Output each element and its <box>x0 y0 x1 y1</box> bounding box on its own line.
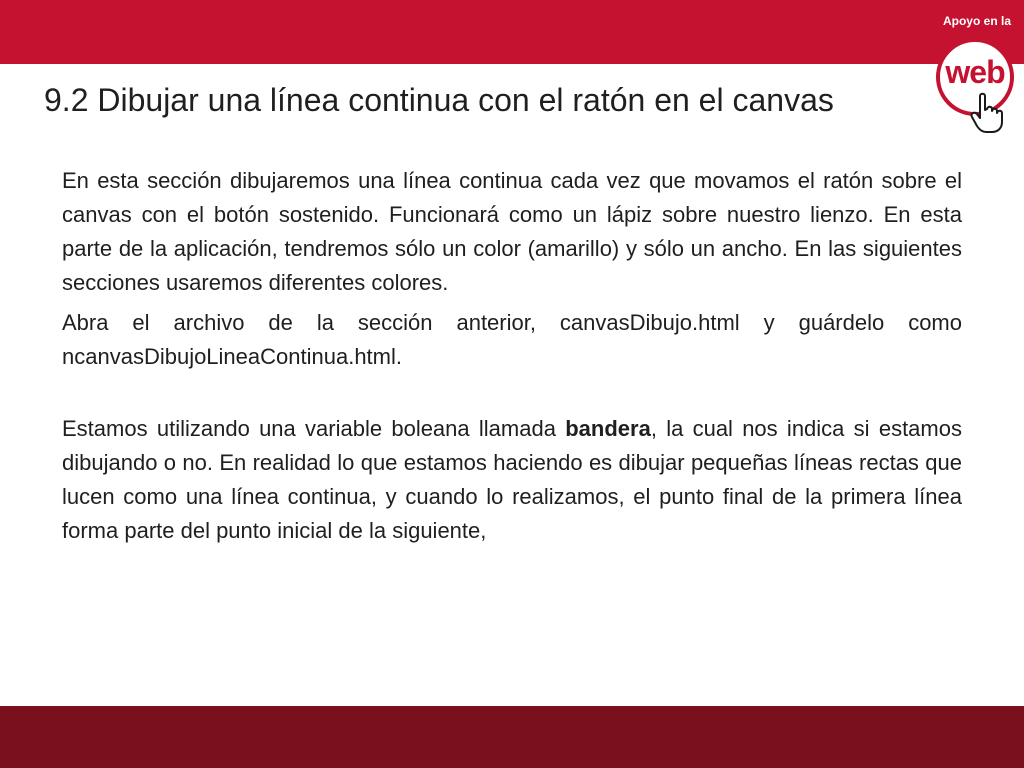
logo-caption: Apoyo en la <box>942 14 1011 28</box>
top-band <box>0 0 1024 64</box>
hand-pointer-icon <box>970 92 1004 134</box>
logo-word: web <box>945 54 1005 90</box>
bottom-band <box>0 706 1024 768</box>
paragraph-intro: En esta sección dibujaremos una línea continua cada vez que movamos el ratón sobre el canvas con el botón sostenido. Funcionará como un lápiz sobre nuestro lienzo. En esta parte de la aplicación, tendremos sólo un color (amarillo) y sólo un ancho. En las siguientes secciones usaremos diferentes colores. <box>62 168 962 295</box>
paragraph-explanation-start: Estamos utilizando una variable boleana llamada <box>62 416 566 441</box>
apoyo-web-logo <box>930 6 1024 136</box>
slide-body <box>62 164 962 548</box>
paragraph-explanation <box>62 412 962 548</box>
paragraph-explanation-end: , la cual nos indica si estamos dibujando o no. En realidad lo que estamos haciendo es dibujar pequeñas líneas rectas que lucen como una línea continua, y cuando lo realizamos, el punto final de la primera línea forma parte del punto inicial de la siguiente, <box>62 416 962 543</box>
slide-title: 9.2 Dibujar una línea continua con el ratón en el canvas <box>44 82 834 118</box>
paragraph-instructions: Abra el archivo de la sección anterior, canvasDibujo.html y guárdelo como ncanvasDibujoLineaContinua.html. <box>62 310 962 369</box>
bandera-keyword: bandera <box>565 416 651 441</box>
